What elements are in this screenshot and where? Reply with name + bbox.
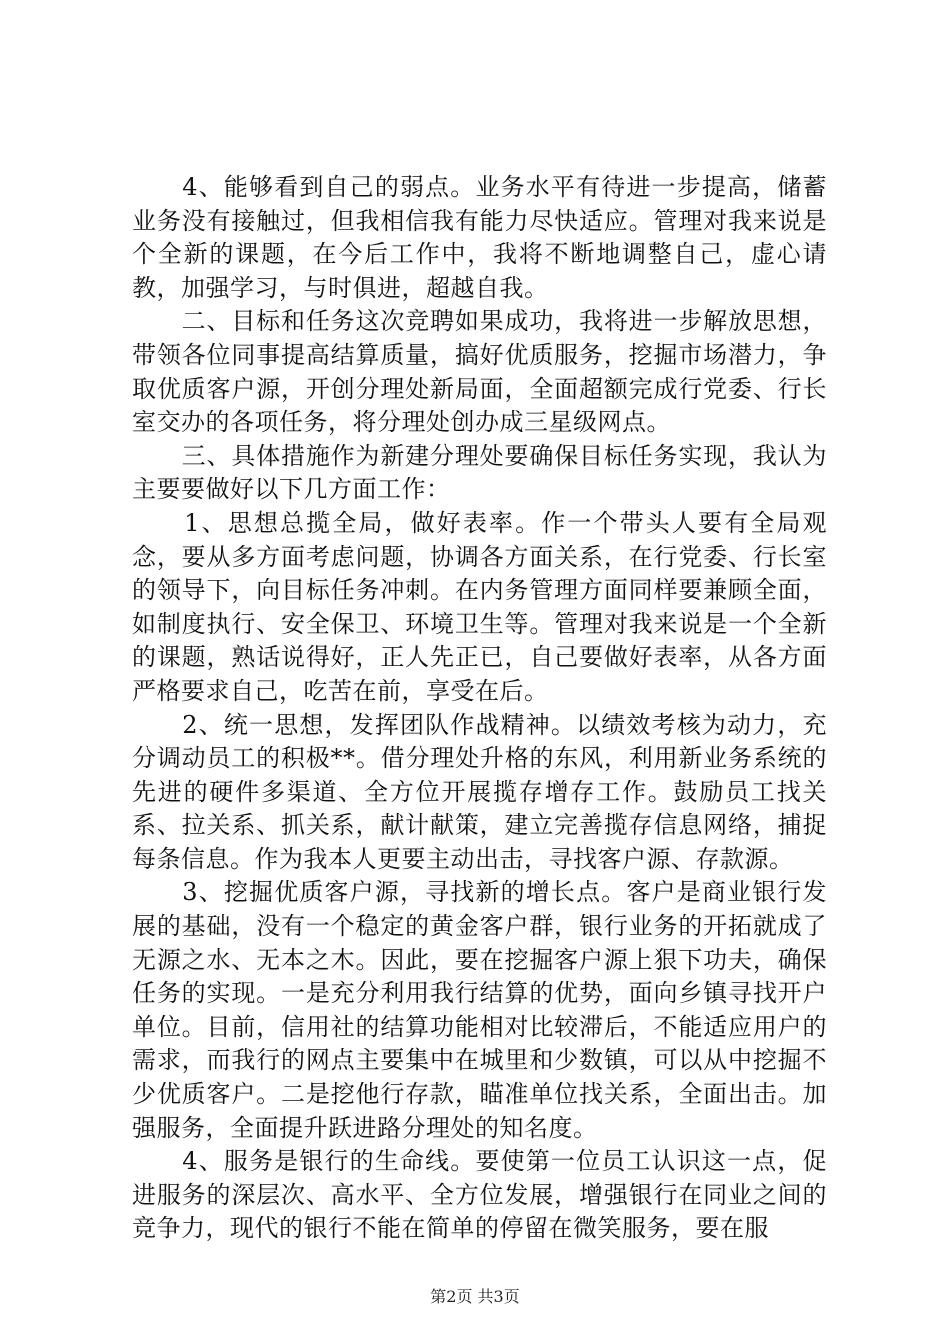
paragraph-measure-4: 4、服务是银行的生命线。要使第一位员工认识这一点，促进服务的深层次、高水平、全方位发展，增强银行在同业之间的竞争力，现代的银行不能在简单的停留在微笑服务，要在服 <box>132 1147 827 1243</box>
paragraph-measure-3: 3、挖掘优质客户源，寻找新的增长点。客户是商业银行发展的基础，没有一个稳定的黄金客户群，银行业务的开拓就成了无源之水、无本之木。因此，要在挖掘客户源上狠下功夫，确保任务的实现。一是充分利用我行结算的优势，面向乡镇寻找开户单位。目前，信用社的结算功能相对比较滞后，不能适应用户的需求，而我行的网点主要集中在城里和少数镇，可以从中挖掘不少优质客户。二是挖他行存款，瞄准单位找关系，全面出击。加强服务，全面提升跃进路分理处的知名度。 <box>132 878 827 1142</box>
paragraph-measures-intro: 三、具体措施作为新建分理处要确保目标任务实现，我认为主要要做好以下几方面工作： <box>132 441 827 504</box>
page-footer: 第2页 共3页 <box>430 1287 520 1306</box>
paragraph-measure-2: 2、统一思想，发挥团队作战精神。以绩效考核为动力，充分调动员工的积极**。借分理处升格的东风，利用新业务系统的先进的硬件多渠道、全方位开展揽存增存工作。鼓励员工找关系、拉关系、抓关系，献计献策，建立完善揽存信息网络，捕捉每条信息。作为我本人更要主动出击，寻找客户源、存款源。 <box>132 710 827 873</box>
document-body <box>132 171 827 1246</box>
paragraph-goals: 二、目标和任务这次竞聘如果成功，我将进一步解放思想，带领各位同事提高结算质量，搞好优质服务，挖掘市场潜力，争取优质客户源，开创分理处新局面，全面超额完成行党委、行长室交办的各项任务，将分理处创办成三星级网点。 <box>132 307 827 437</box>
paragraph-weakness: 4、能够看到自己的弱点。业务水平有待进一步提高，储蓄业务没有接触过，但我相信我有能力尽快适应。管理对我来说是个全新的课题，在今后工作中，我将不断地调整自己，虚心请教，加强学习，与时俱进，超越自我。 <box>132 173 827 302</box>
paragraph-measure-1: 1、思想总揽全局，做好表率。作一个带头人要有全局观念，要从多方面考虑问题，协调各方面关系，在行党委、行长室的领导下，向目标任务冲刺。在内务管理方面同样要兼顾全面，如制度执行、安全保卫、环境卫生等。管理对我来说是一个全新的课题，熟话说得好，正人先正已，自己要做好表率，从各方面严格要求自己，吃苦在前，享受在后。 <box>132 508 827 705</box>
